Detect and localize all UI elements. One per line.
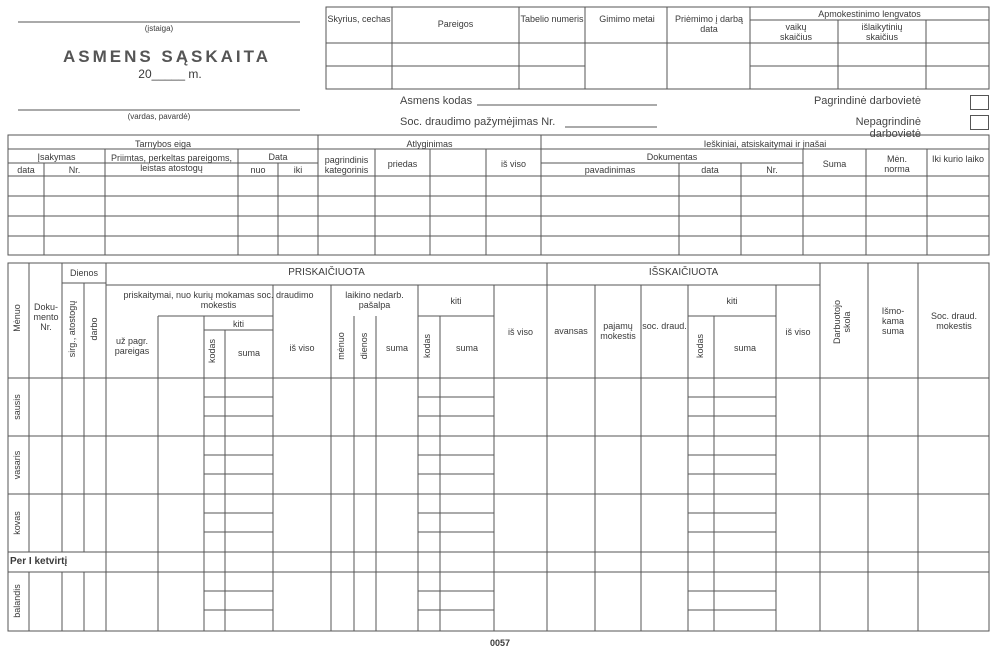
col-sick: sirg., atostogų bbox=[67, 300, 77, 358]
col-soc-tax: Soc. draud. mokestis bbox=[930, 311, 978, 331]
col-total-2: iš viso bbox=[507, 327, 533, 337]
group-exempt: Apmokestinimo lengvatos bbox=[818, 9, 921, 19]
col-total-3: iš viso bbox=[785, 327, 811, 337]
col-main-salary: už pagr. pareigas bbox=[114, 336, 150, 356]
col-until: Iki kurio laiko bbox=[931, 154, 985, 164]
col-hire: Priėmimo į darbą data bbox=[674, 14, 744, 34]
month-label: balandis bbox=[12, 584, 22, 618]
col-income-tax: pajamų mokestis bbox=[600, 321, 636, 341]
col-doc-number: Doku- mento Nr. bbox=[33, 302, 59, 332]
month-label: vasaris bbox=[12, 450, 22, 480]
col-sum: Suma bbox=[822, 159, 847, 169]
col-rate-total: iš viso bbox=[500, 159, 526, 169]
col-children: vaikų skaičius bbox=[779, 22, 812, 42]
group-rates: Atlyginimas bbox=[406, 139, 453, 149]
col-amount-1: suma bbox=[237, 348, 260, 358]
group-service: Tarnybos eiga bbox=[134, 139, 192, 149]
group-sick-pay: laikino nedarb. pašalpa bbox=[345, 290, 404, 310]
col-employer-debt: Darbuotojo skola bbox=[832, 299, 852, 345]
year-field[interactable]: 20_____ m. bbox=[138, 67, 202, 81]
col-order-date: data bbox=[17, 165, 35, 175]
group-other-1: kiti bbox=[233, 319, 244, 329]
group-date: Data bbox=[268, 152, 288, 162]
month-label: sausis bbox=[12, 394, 22, 420]
col-work: darbo bbox=[89, 317, 99, 341]
soc-cert-label: Soc. draudimo pažymėjimas Nr. bbox=[400, 116, 556, 128]
main-workplace-label: Pagrindinė darbovietė bbox=[813, 95, 921, 107]
group-deducted: IŠSKAIČIUOTA bbox=[648, 267, 719, 278]
col-doc-no: Nr. bbox=[766, 165, 778, 175]
col-code-1: kodas bbox=[207, 338, 217, 364]
col-soc-ins: soc. draud. bbox=[642, 321, 687, 331]
name-caption: (vardas, pavardė) bbox=[127, 112, 191, 121]
col-base: pagrindinis kategorinis bbox=[324, 155, 369, 175]
col-birth: Gimimo metai bbox=[599, 14, 655, 24]
main-workplace-checkbox[interactable] bbox=[970, 95, 989, 110]
col-doc-name: pavadinimas bbox=[584, 165, 636, 175]
non-main-workplace-label: Nepagrindinė darbovietė bbox=[855, 116, 921, 140]
col-from: nuo bbox=[250, 165, 266, 175]
group-order: Įsakymas bbox=[37, 152, 76, 162]
form-title: ASMENS SĄSKAITA bbox=[62, 47, 272, 66]
col-total-1: iš viso bbox=[289, 343, 315, 353]
col-advance: avansas bbox=[554, 326, 588, 336]
col-sum-s: suma bbox=[385, 343, 408, 353]
col-position: Pareigos bbox=[437, 19, 474, 29]
non-main-workplace-checkbox[interactable] bbox=[970, 115, 989, 130]
col-admitted: Priimtas, perkeltas pareigoms, leistas atostogų bbox=[110, 153, 233, 173]
col-amount-3: suma bbox=[733, 343, 756, 353]
col-to: iki bbox=[293, 165, 303, 175]
col-monthly: Mėn. norma bbox=[884, 154, 910, 174]
group-deductions: Ieškiniai, atsiskaitymai ir įnašai bbox=[703, 139, 827, 149]
group-document: Dokumentas bbox=[646, 152, 698, 162]
quarter-label: Per I ketvirtį bbox=[10, 556, 68, 567]
col-bonus: priedas bbox=[387, 159, 418, 169]
group-other-3: kiti bbox=[726, 296, 738, 306]
personal-code-label: Asmens kodas bbox=[400, 95, 473, 107]
col-dependents: išlaikytinių skaičius bbox=[861, 22, 903, 42]
col-month-s: mėnuo bbox=[336, 332, 346, 360]
col-code-2: kodas bbox=[422, 333, 432, 359]
form-code: 0057 bbox=[489, 638, 511, 648]
group-days: Dienos bbox=[69, 268, 98, 278]
col-amount-2: suma bbox=[455, 343, 478, 353]
col-days-s: dienos bbox=[359, 332, 369, 360]
col-doc-date: data bbox=[701, 165, 719, 175]
institution-caption: (įstaiga) bbox=[144, 24, 174, 33]
col-month: Mėnuo bbox=[12, 304, 22, 332]
col-order-no: Nr. bbox=[68, 165, 81, 175]
col-code-3: kodas bbox=[695, 333, 705, 359]
group-other-2: kiti bbox=[450, 296, 462, 306]
month-label: kovas bbox=[12, 511, 22, 535]
group-taxed: priskaitymai, nuo kurių mokamas soc. draudimo mokestis bbox=[123, 290, 314, 310]
group-accrued: PRISKAIČIUOTA bbox=[288, 267, 365, 278]
col-tabel: Tabelio numeris bbox=[520, 14, 584, 24]
col-payout: Išmo- kama suma bbox=[881, 306, 905, 336]
col-department: Skyrius, cechas bbox=[327, 14, 391, 24]
